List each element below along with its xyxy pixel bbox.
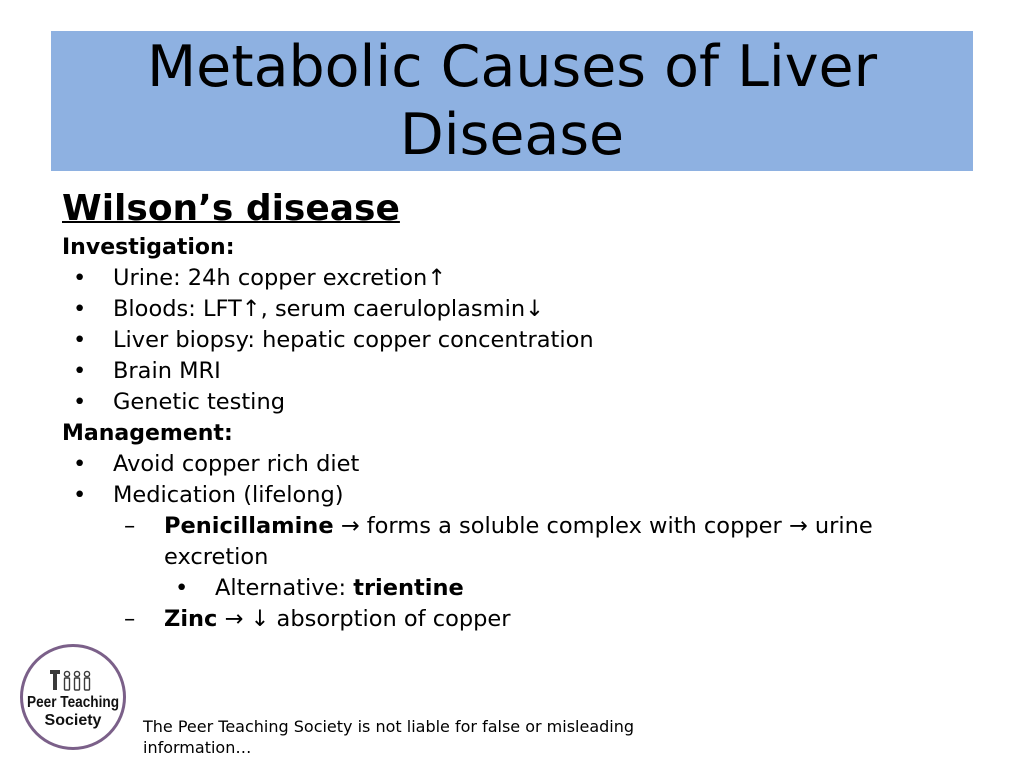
investigation-label: Investigation:: [62, 235, 235, 260]
bullet: •: [73, 451, 87, 477]
title-banner: [51, 31, 973, 171]
disclaimer-footer: The Peer Teaching Society is not liable for false or misleading information…: [143, 717, 635, 757]
drug-name: Zinc: [164, 606, 218, 632]
list-item: [62, 294, 942, 325]
list-item: [62, 449, 942, 480]
logo-text-line-2: Society: [44, 712, 102, 729]
list-item: [62, 263, 942, 294]
management-item: Medication (lifelong): [113, 482, 344, 508]
slide-title-line-2: Disease: [399, 102, 625, 168]
investigation-item: Brain MRI: [113, 358, 221, 384]
management-label: Management:: [62, 421, 233, 446]
list-item: [62, 356, 942, 387]
investigation-item: Liver biopsy: hepatic copper concentration: [113, 327, 594, 353]
medication-item-alternative: [62, 573, 942, 604]
medication-item-zinc: [62, 604, 942, 635]
peer-teaching-society-logo: [19, 643, 127, 751]
medication-item-penicillamine: [62, 511, 942, 573]
investigation-item: Urine: 24h copper excretion↑: [113, 265, 447, 291]
management-item: Avoid copper rich diet: [113, 451, 360, 477]
slide-title-line-1: Metabolic Causes of Liver: [146, 34, 878, 100]
drug-name: trientine: [353, 575, 464, 601]
drug-description: → ↓ absorption of copper: [217, 606, 511, 632]
list-item: [62, 480, 942, 511]
dash: –: [124, 606, 136, 632]
investigation-item: Genetic testing: [113, 389, 285, 415]
slide-title: [51, 33, 973, 169]
drug-description: → forms a soluble complex with copper → urine excretion: [164, 513, 873, 570]
bullet: •: [73, 265, 87, 291]
bullet: •: [73, 327, 87, 353]
investigation-item: Bloods: LFT↑, serum caeruloplasmin↓: [113, 296, 544, 322]
dash: –: [124, 513, 136, 539]
bullet: •: [73, 358, 87, 384]
bullet: •: [73, 389, 87, 415]
alternative-label: Alternative:: [215, 575, 354, 601]
list-item: [62, 387, 942, 418]
section-heading: Wilson’s disease: [62, 188, 400, 229]
logo-text-line-1: Peer Teaching: [27, 694, 119, 711]
list-item: [62, 325, 942, 356]
bullet: •: [73, 482, 87, 508]
bullet: •: [73, 296, 87, 322]
bullet: •: [175, 575, 189, 601]
slide-content: [62, 186, 942, 635]
drug-name: Penicillamine: [164, 513, 334, 539]
